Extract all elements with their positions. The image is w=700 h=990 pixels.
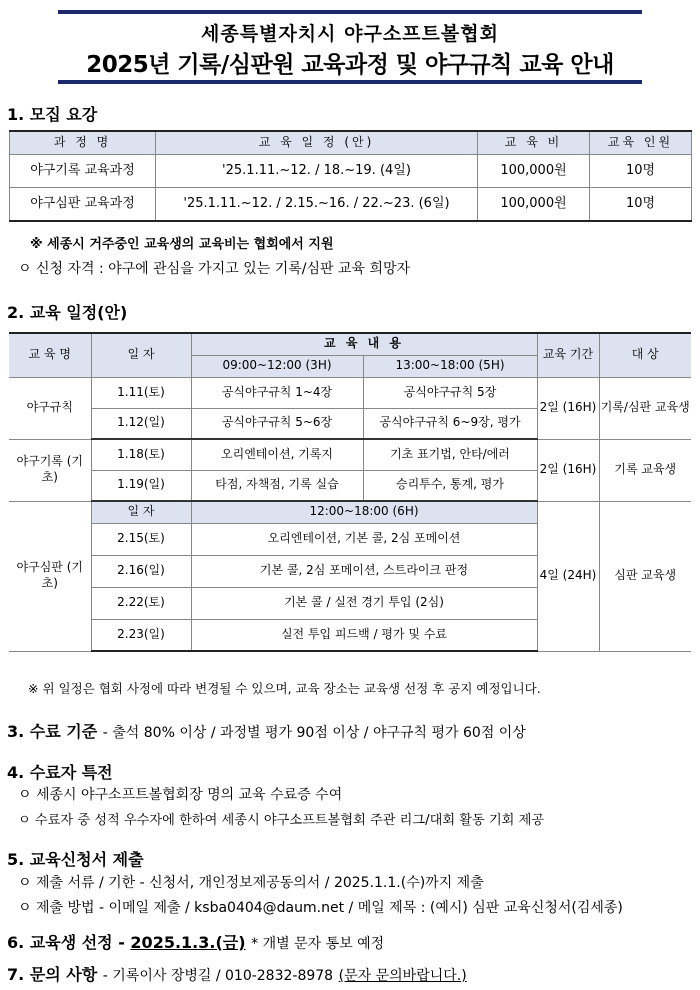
col-schedule: 교 육 일 정 (안)	[156, 131, 478, 155]
header-morning: 09:00~12:00 (3H)	[191, 355, 363, 377]
contact-sms-note: (문자 문의바랍니다.)	[338, 968, 467, 984]
cell-date: 1.18(토)	[91, 439, 191, 470]
cell-date: 2.15(토)	[91, 523, 191, 555]
cell-period: 4일 (24H)	[537, 501, 599, 651]
selection-date: 2025.1.3.(금)	[130, 933, 246, 952]
schedule-note: ※ 위 일정은 협회 사정에 따라 변경될 수 있으며, 교육 장소는 교육생 선정 후 공지 예정입니다.	[28, 681, 541, 696]
subheader-date: 일 자	[91, 501, 191, 523]
cell-content: 기본 콜 / 실전 경기 투입 (2심)	[191, 587, 537, 619]
document-header	[58, 10, 642, 84]
col-fee: 교 육 비	[478, 131, 590, 155]
submission-method	[18, 897, 623, 917]
organization-name: 세종특별자치시 야구소프트볼협회	[201, 23, 499, 45]
cell-content: 오리엔테이션, 기본 콜, 2심 포메이션	[191, 523, 537, 555]
section-3-row	[7, 719, 526, 742]
cell-fee: 100,000원	[478, 155, 590, 188]
cell-date: 1.19(일)	[91, 470, 191, 501]
table-row	[10, 155, 692, 188]
cell-target: 심판 교육생	[599, 501, 691, 651]
cell-period: 2일 (16H)	[537, 439, 599, 501]
section-7-row	[7, 962, 467, 985]
cell-fee: 100,000원	[478, 188, 590, 222]
cell-schedule: '25.1.11.~12. / 18.~19. (4일)	[156, 155, 478, 188]
header-period: 교육 기간	[537, 333, 599, 377]
col-course: 과 정 명	[10, 131, 156, 155]
table-header-row	[9, 333, 691, 355]
cell-schedule: '25.1.11.~12. / 2.15.~16. / 22.~23. (6일)	[156, 188, 478, 222]
header-target: 대 상	[599, 333, 691, 377]
contact-info: - 기록이사 장병길 / 010-2832-8978	[102, 968, 334, 984]
table-row	[9, 439, 691, 470]
cell-target: 기록 교육생	[599, 439, 691, 501]
benefit-item: ㅇ 수료자 중 성적 우수자에 한하여 세종시 야구소프트볼협회 주관 리그/대회 활동 기회 제공	[18, 813, 545, 828]
recruitment-table	[9, 130, 692, 222]
section-6-row	[7, 930, 384, 953]
cell-date: 2.22(토)	[91, 587, 191, 619]
section-2-heading: 2. 교육 일정(안)	[7, 303, 128, 322]
cell-morning: 오리엔테이션, 기록지	[191, 439, 363, 470]
schedule-table	[9, 332, 691, 652]
cell-afternoon: 공식야구규칙 6~9장, 평가	[363, 408, 537, 439]
cell-course: 야구기록 교육과정	[10, 155, 156, 188]
header-content: 교 육 내 용	[191, 333, 537, 355]
completion-criteria: - 출석 80% 이상 / 과정별 평가 90점 이상 / 야구규칙 평가 60점 이상	[102, 725, 526, 741]
document-title: 2025년 기록/심판원 교육과정 및 야구규칙 교육 안내	[86, 52, 614, 78]
col-capacity: 교육 인원	[590, 131, 692, 155]
table-row	[10, 188, 692, 222]
cell-morning: 공식야구규칙 1~4장	[191, 377, 363, 408]
email-link[interactable]: ksba0404@daum.net	[194, 900, 345, 916]
cell-afternoon: 공식야구규칙 5장	[363, 377, 537, 408]
cell-capacity: 10명	[590, 188, 692, 222]
header-afternoon: 13:00~18:00 (5H)	[363, 355, 537, 377]
section-3-heading: 3. 수료 기준	[7, 722, 98, 741]
table-row	[9, 377, 691, 408]
subheader-time: 12:00~18:00 (6H)	[191, 501, 537, 523]
section-7-heading: 7. 문의 사항	[7, 965, 98, 984]
course-record: 야구기록 (기초)	[9, 439, 91, 501]
selection-notice: * 개별 문자 통보 예정	[251, 936, 385, 952]
cell-afternoon: 기초 표기법, 안타/에러	[363, 439, 537, 470]
course-umpire: 야구심판 (기초)	[9, 501, 91, 651]
table-subheader-row	[9, 501, 691, 523]
benefit-item: ㅇ 세종시 야구소프트볼협회장 명의 교육 수료증 수여	[18, 787, 343, 803]
submission-documents: ㅇ 제출 서류 / 기한 - 신청서, 개인정보제공동의서 / 2025.1.1.(수)까지 제출	[18, 875, 484, 891]
qualification-text: ㅇ 신청 자격 : 야구에 관심을 가지고 있는 기록/심판 교육 희망자	[18, 261, 411, 277]
cell-content: 기본 콜, 2심 포메이션, 스트라이크 판정	[191, 555, 537, 587]
mail-subject-text: / 메일 제목 : (예시) 심판 교육신청서(김세종)	[348, 900, 623, 916]
section-6-heading: 6. 교육생 선정 -	[7, 933, 125, 952]
cell-date: 2.16(일)	[91, 555, 191, 587]
section-4-heading: 4. 수료자 특전	[7, 763, 113, 782]
header-date: 일 자	[91, 333, 191, 377]
cell-date: 2.23(일)	[91, 619, 191, 651]
header-course: 교 육 명	[9, 333, 91, 377]
cell-course: 야구심판 교육과정	[10, 188, 156, 222]
cell-target: 기록/심판 교육생	[599, 377, 691, 439]
cell-period: 2일 (16H)	[537, 377, 599, 439]
cell-date: 1.11(토)	[91, 377, 191, 408]
section-5-heading: 5. 교육신청서 제출	[7, 850, 144, 869]
cell-date: 1.12(일)	[91, 408, 191, 439]
cell-capacity: 10명	[590, 155, 692, 188]
cell-afternoon: 승리투수, 통계, 평가	[363, 470, 537, 501]
section-1-heading: 1. 모집 요강	[7, 105, 98, 124]
submission-method-label: ㅇ 제출 방법 - 이메일 제출 /	[18, 900, 190, 916]
course-rules: 야구규칙	[9, 377, 91, 439]
cell-morning: 타점, 자책점, 기록 실습	[191, 470, 363, 501]
fee-support-note: ※ 세종시 거주중인 교육생의 교육비는 협회에서 지원	[30, 237, 334, 252]
cell-morning: 공식야구규칙 5~6장	[191, 408, 363, 439]
cell-content: 실전 투입 피드백 / 평가 및 수료	[191, 619, 537, 651]
table-header-row	[10, 131, 692, 155]
